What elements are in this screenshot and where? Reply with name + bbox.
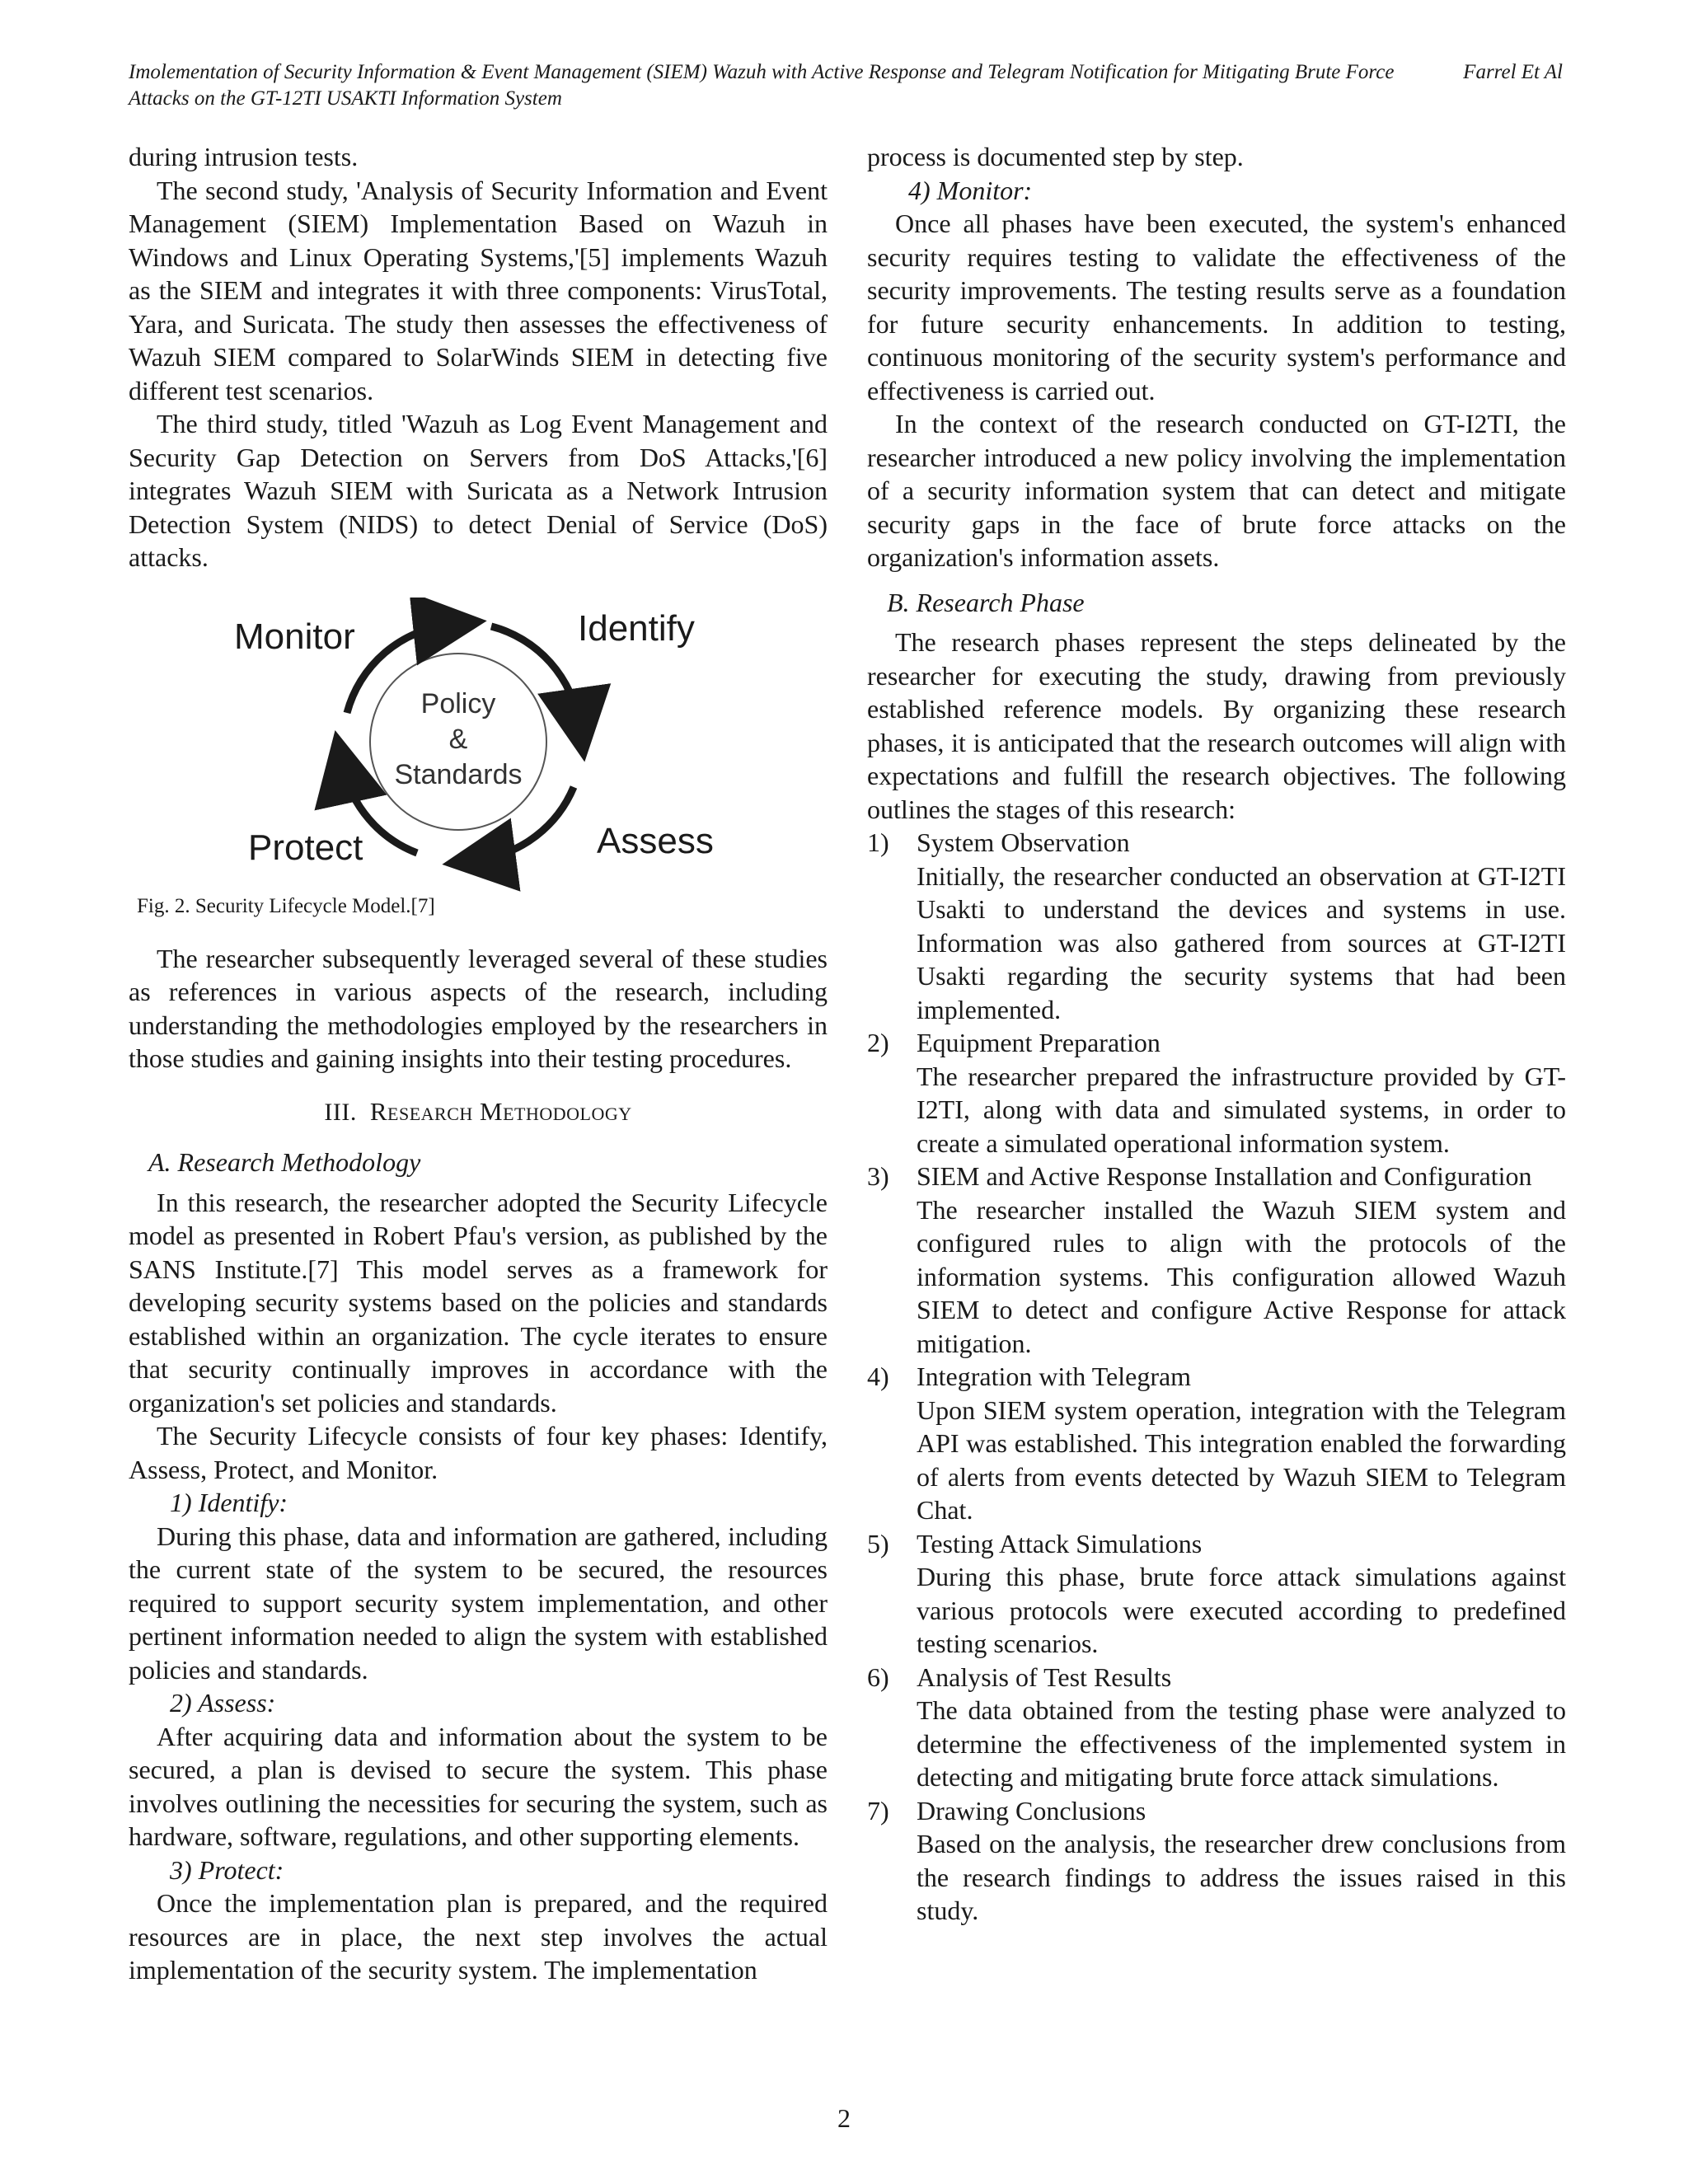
step-number: 4) — [867, 1361, 889, 1391]
paragraph: The Security Lifecycle consists of four key phases: Identify, Assess, Protect, and Monitor. — [129, 1421, 828, 1484]
subheading-monitor: 4) Monitor: — [908, 175, 1033, 205]
paragraph: The researcher subsequently leveraged several of these studies as references in various aspects of the research, including understanding the methodologies employed by the researchers in those studies and gaining insights into their testing procedures. — [129, 943, 828, 1073]
paragraph: After acquiring data and information about the system to be secured, a plan is devised to secure the system. This phase involves outlining the necessities for securing the system, such as hardware, software, regulations, and other supporting elements. — [129, 1721, 828, 1851]
label-assess: Assess — [597, 820, 714, 861]
paragraph: The third study, titled 'Wazuh as Log Event Management and Security Gap Detection on Servers from DoS Attacks,'[6] integrates Wazuh SIEM with Suricata as a Network Intrusion Detection System (NIDS) to detect Denial of Service (DoS) attacks. — [129, 409, 828, 572]
figure-caption: Fig. 2. Security Lifecycle Model.[7] — [137, 894, 435, 917]
step-title: Analysis of Test Results — [917, 1661, 1172, 1692]
list-item — [867, 1661, 1566, 1794]
center-standards: Standards — [394, 758, 523, 790]
step-title: Integration with Telegram — [917, 1361, 1192, 1391]
paragraph: In this research, the researcher adopted the Security Lifecycle model as presented in Robert Pfau's version, as published by the SANS Institute.[7] This model serves as a framework for developing security systems based on the policies and standards established within an organization. The cycle iterates to ensure that security continually improves in accordance with the organization's set policies and standards. — [129, 1187, 828, 1418]
running-header-title: Imolementation of Security Information & Event Management (SIEM) Wazuh with Active Response and Telegram Notification for Mitigating Brute Force Attacks on the GT-12TI USAKTI Information System — [129, 61, 1395, 110]
running-header — [129, 59, 1563, 112]
step-title: Testing Attack Simulations — [917, 1528, 1203, 1558]
page-number: 2 — [837, 2103, 851, 2133]
running-header-authors: Farrel Et Al — [1463, 61, 1563, 83]
left-column — [129, 140, 828, 1987]
paragraph: process is documented step by step. — [867, 142, 1244, 171]
step-desc: During this phase, brute force attack simulations against various protocols were executed according to predefined testing scenarios. — [917, 1562, 1566, 1658]
step-number: 7) — [867, 1795, 889, 1825]
center-policy: Policy — [420, 687, 496, 719]
right-column — [867, 140, 1566, 1928]
lifecycle-diagram — [129, 598, 828, 894]
subsection-heading-b: B. Research Phase — [887, 587, 1085, 617]
step-desc: Based on the analysis, the researcher drew conclusions from the research findings to address the issues raised in this study. — [917, 1829, 1566, 1925]
label-monitor: Monitor — [234, 616, 355, 657]
list-item — [867, 1360, 1566, 1527]
subheading-protect: 3) Protect: — [170, 1854, 284, 1885]
step-number: 3) — [867, 1161, 889, 1191]
paragraph: The research phases represent the steps delineated by the researcher for executing the study, drawing from previously established reference models. By organizing these research phases, it is anticipated that the research outcomes will align with expectations and fulfill the research objectives. The following outlines the stages of this research: — [867, 627, 1566, 824]
list-item — [867, 1527, 1566, 1661]
subsection-heading-a: A. Research Methodology — [148, 1147, 421, 1177]
section-title: Research Methodology — [369, 1096, 632, 1126]
paragraph: Once all phases have been executed, the system's enhanced security requires testing to validate the effectiveness of the security improvements. The testing results serve as a foundation for future security enhancements. In addition to testing, continuous monitoring of the security system's performance and effectiveness is carried out. — [867, 209, 1566, 405]
step-number: 1) — [867, 827, 889, 857]
subheading-assess: 2) Assess: — [170, 1688, 276, 1718]
step-number: 2) — [867, 1028, 889, 1057]
arc-identify-to-assess — [491, 626, 579, 725]
section-number: III. — [324, 1098, 357, 1126]
list-item — [867, 1160, 1566, 1360]
step-desc: The researcher installed the Wazuh SIEM system and configured rules to align with the protocols of the information systems. This configuration allowed Wazuh SIEM to detect and configure Active Response for attack mitigation. — [917, 1194, 1566, 1358]
step-title: System Observation — [917, 827, 1130, 857]
step-title: SIEM and Active Response Installation and Configuration — [917, 1161, 1532, 1191]
label-protect: Protect — [248, 827, 363, 868]
step-desc: The data obtained from the testing phase were analyzed to determine the effectiveness of the implemented system in detecting and mitigating brute force attack simulations. — [917, 1695, 1566, 1792]
paragraph: In the context of the research conducted on GT-I2TI, the researcher introduced a new policy involving the implementation of a security information system that can detect and mitigate security gaps in the face of brute force attacks on the organization's information assets. — [867, 409, 1566, 572]
step-number: 5) — [867, 1528, 889, 1558]
step-desc: The researcher prepared the infrastructure provided by GT-I2TI, along with data and simulated systems, in order to create a simulated operational information system. — [917, 1061, 1566, 1158]
paragraph: during intrusion tests. — [129, 142, 359, 171]
list-item — [867, 1026, 1566, 1160]
step-desc: Upon SIEM system operation, integration with the Telegram API was established. This integration enabled the forwarding of alerts from events detected by Wazuh SIEM to Telegram Chat. — [917, 1394, 1566, 1525]
step-title: Drawing Conclusions — [917, 1795, 1146, 1825]
list-item — [867, 826, 1566, 1026]
step-title: Equipment Preparation — [917, 1028, 1160, 1057]
label-identify: Identify — [578, 607, 695, 649]
step-desc: Initially, the researcher conducted an observation at GT-I2TI Usakti to understand the devices and systems in use. Information was also gathered from sources at GT-I2TI Usakti regarding the security systems that had been implemented. — [917, 860, 1566, 1024]
research-steps-list — [867, 826, 1566, 1928]
section-heading — [129, 1095, 828, 1130]
paragraph: During this phase, data and information are gathered, including the current state of the system to be secured, the resources required to support security system implementation, and other pertinent information needed to align the system with established policies and standards. — [129, 1521, 828, 1685]
step-number: 6) — [867, 1661, 889, 1692]
list-item — [867, 1794, 1566, 1928]
security-lifecycle-figure — [129, 598, 828, 894]
center-ampersand: & — [448, 723, 468, 755]
paragraph: The second study, 'Analysis of Security Information and Event Management (SIEM) Implementation Based on Wazuh in Windows and Linux Operating Systems,'[5] implements Wazuh as the SIEM and integrates it with three components: VirusTotal, Yara, and Suricata. The study then assesses the effectiveness of Wazuh SIEM compared to SolarWinds SIEM in detecting five different test scenarios. — [129, 175, 828, 405]
subheading-identify: 1) Identify: — [170, 1488, 288, 1517]
paragraph: Once the implementation plan is prepared, and the required resources are in place, the next step involves the actual implementation of the security system. The implementation — [129, 1888, 828, 1985]
